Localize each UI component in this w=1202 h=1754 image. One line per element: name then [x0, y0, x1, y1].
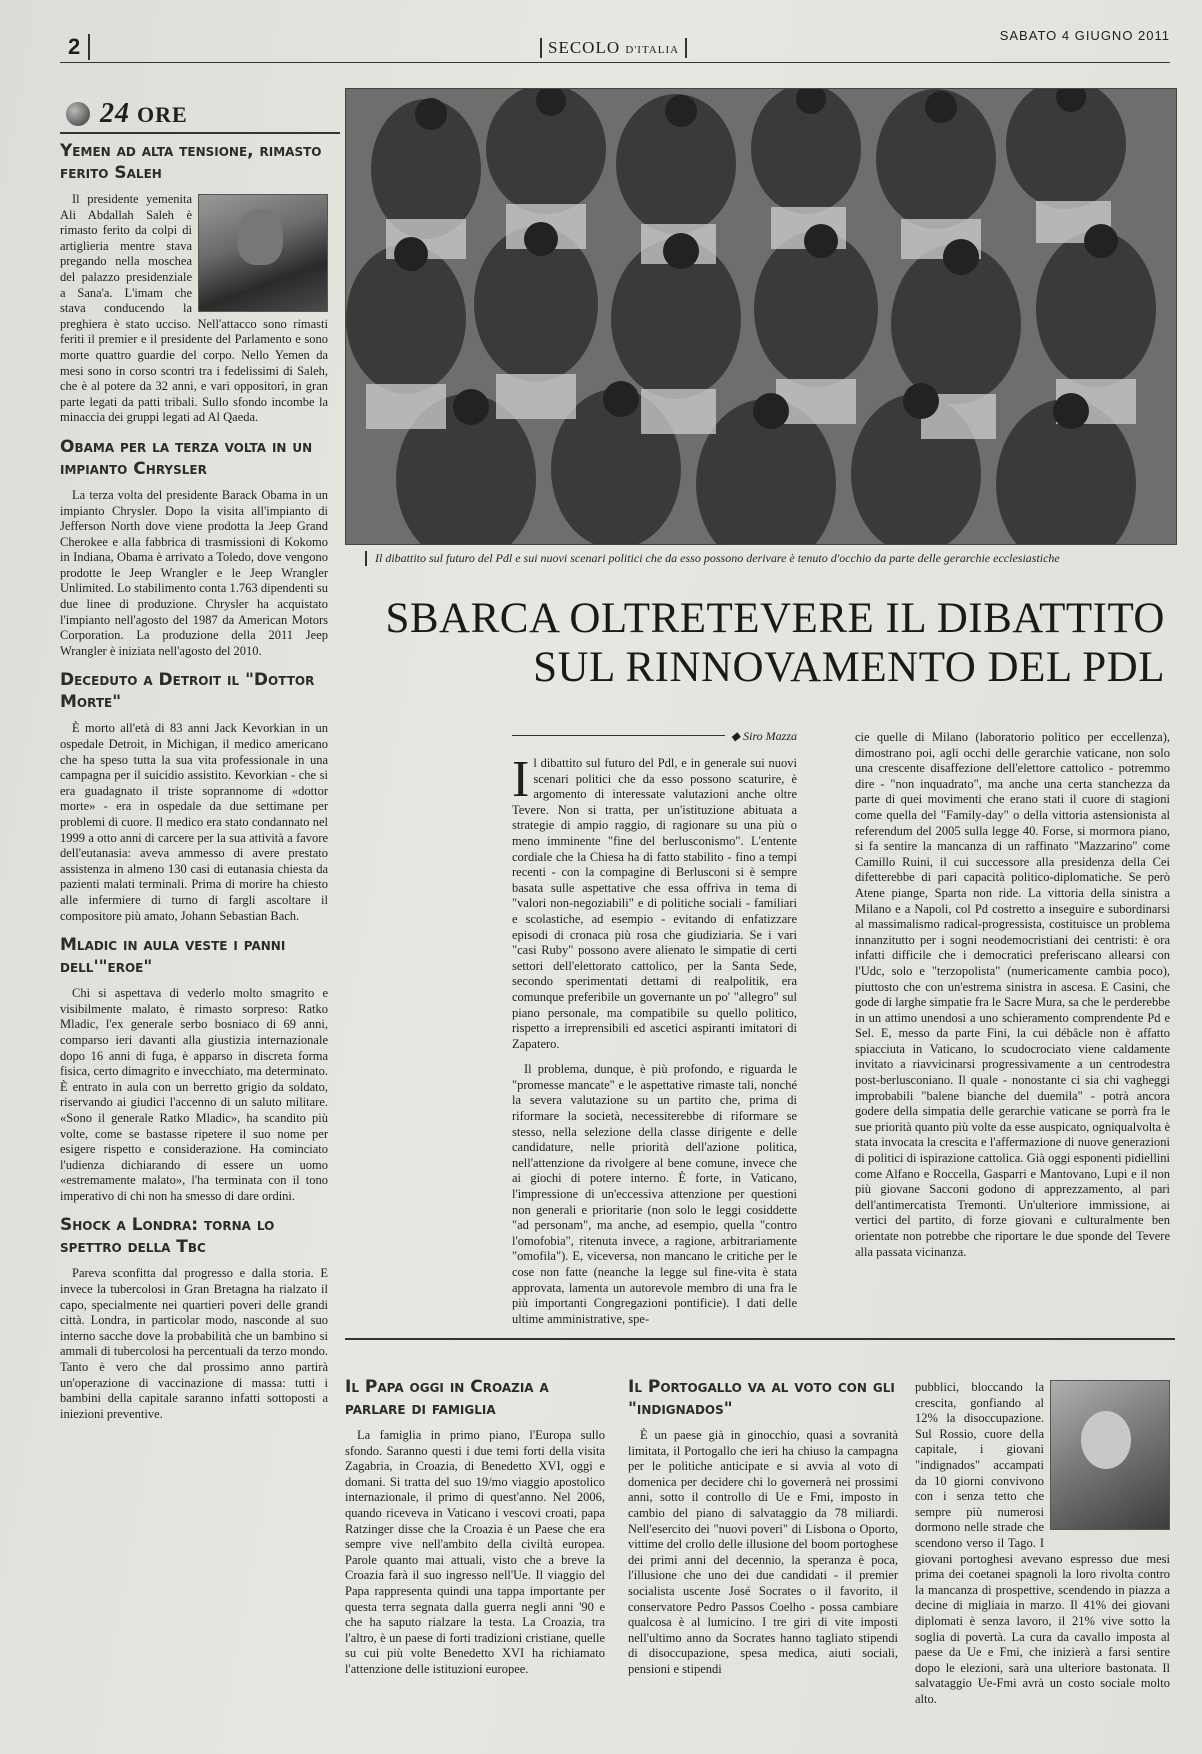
byline: [512, 729, 797, 743]
paper-title: SECOLO: [548, 38, 621, 57]
article-pope-croatia: [345, 1376, 605, 1688]
article-text: La terza volta del presidente Barack Obama in un impianto Chrysler. Dopo la visita all'impianto di Jefferson North dove viene prodotta la Jeep Grand Cherokee e alla fabbrica di trasmissioni di Kokomo in Indiana, Obama è arrivato a Toledo, dove vengono prodotte le Jeep Wrangler e le Jeep Wrangler Unlimited. Lo stabilimento conta 1.763 dipendenti su due linee di produzione. Chrysler ha acquistato l'impianto nell'agosto del 1987 da American Motors Corporation. La produzione della 2011 Jeep Wrangler è iniziata nell'agosto del 2010.: [60, 487, 328, 658]
author-name: ◆ Siro Mazza: [725, 729, 797, 743]
article-portugal-continued: [915, 1380, 1170, 1717]
article-headline: Deceduto a Detroit il "Dottor Morte": [60, 670, 315, 713]
article-text: [915, 1380, 1170, 1707]
article-text: La famiglia in primo piano, l'Europa sullo sfondo. Saranno questi i due temi forti della visita Zagabria, in Croazia, di Benedetto XVI, oggi e domani. Si tratta del suo 19/mo viaggio apostolico internazionale, il primo di quest'anno. Nel 2006, quando riceveva in Vaticano i vescovi croati, papa Ratzinger disse che la Croazia è un Paese che era sempre vive nell'ambito della civiltà europea. Parole quanto mai attuali, visto che a breve la Croazia farà il suo ingresso nell'Ue. Il viaggio del Papa rappresenta quindi una tappa importante per questa terra segnata dalla guerra negli anni '90 e che ha saputo rialzare la testa. La Croazia, tra l'altro, è un paese di forti tradizioni cristiane, quelle su cui più volte Benedetto XVI ha richiamato l'attenzione delle istituzioni europee.: [345, 1428, 605, 1676]
issue-date: SABATO 4 GIUGNO 2011: [999, 28, 1170, 43]
article-london-tbc: [60, 1214, 328, 1422]
lead-column-1: [512, 751, 797, 1337]
article-text: È un paese già in ginocchio, quasi a sovranità limitata, il Portogallo che ieri ha chiuso la campagna per le politiche anticipate e si avvia al voto di domenica per decidere chi lo governerà nei prossimi anni, sotto il controllo di Ue e Fmi, imposto in cambio del piano di salvataggio da 78 miliardi. Nell'esercito dei "nuovi poveri" di Lisbona o Oporto, vittime del crollo delle illusione del boom portoghese dei primi anni del decennio, la speranza è poca, l'illusione che uno dei due candidati - il premier socialista uscente José Socrates o il favorito, il conservatore Pedro Passos Coelho - possa cambiare qualcosa è al lumicino. I tre giri di vite imposti nell'ultimo anno da Socrates hanno tagliato stipendi di disoccupazione, spesa medica, aiuti sociali, pensioni e stipendi: [628, 1428, 898, 1676]
paper-name: [540, 38, 687, 58]
section-divider: [345, 1338, 1175, 1340]
section-logo-text: [100, 98, 188, 130]
article-obama: [60, 436, 328, 660]
article-text-part: Nello Yemen da mesi sono in corso scontri tra i fedelissimi di Saleh, che è al potere da 32 anni, e vari oppositori, in gran parte legati da patti tribali. Sullo sfondo incombe la minaccia dei gruppi legati ad Al Qaeda.: [60, 347, 329, 425]
article-mladic: [60, 934, 328, 1204]
lead-paragraph: Il problema, dunque, è più profondo, e riguarda le "promesse mancate" e le aspettative rimaste tali, nonché la severa valutazione su un partito che, prima di riformare la società, necessiterebbe di riformare se stesso, nella selezione della classe dirigente e delle candidature, nelle priorità dell'azione politica, nell'attenzione da rivolgere al bene comune, invece che ai giochi di potere interno. È forte, in Vaticano, l'impressione di un'eccessiva attenzione per questioni non generali e prioritarie (non solo le leggi cosiddette "ad personam", ma anche, ad esempio, quella "contro l'omofobia", ritenuta invece, a ragione, arbitrariamente "omofila"). E, viceversa, non mancano le critiche per le cose non fatte (neanche la legge sul fine-vita è stata approvata, lamenta un autorevole membro di una fra le più importanti Congregazioni pontificie). I dati delle ultime amministrative, spe-: [512, 1062, 797, 1326]
masthead: [60, 28, 1170, 63]
article-headline: Yemen ad alta tensione, rimasto ferito Saleh: [60, 141, 322, 183]
lead-headline-line: SUL RINNOVAMENTO DEL PDL: [533, 644, 1165, 691]
lead-paragraph: cie quelle di Milano (laboratorio politico per eccellenza), dimostrano poi, agli occhi delle gerarchie vaticane, non solo una crescente disaffezione dell'elettore cattolico - potremmo dire - "non inquadrato", ma anche una certa stanchezza da parte di quei movimenti che erano stati il cuore di stagioni come quella del "Family-day" o della vittoria astensionista al referendum del 2005 sulla legge 40. Forse, si mormora piano, si fa sentire la mancanza di un raffinato "Mazzarino" come Camillo Ruini, il cui successore alla presidenza della Cei difetterebbe di pari capacità politico-diplomatiche. Se però Atene piange, Sparta non ride. La vittoria della sinistra a Milano e a Napoli, col Pd costretto a inseguire e subordinarsi al massimalismo radical-progressista, costituisce un problema innanzitutto per i sogni neodemocristiani dei centristi: è ora infatti difficile che i democratici preferiscano allearsi con l'Udc, solo e "terzopolista" (numericamente cambia poco), piuttosto che con un'estrema sinistra in ascesa. E Casini, che gode di larghe simpatie fra le Sacre Mura, sa che le perderebbe in un attimo unendosi a uno schieramento comprendente Pd e Sel. E, messo da parte Fini, la cui débâcle non è affatto spiacciuta in Vaticano, lo scudocrociato viene caldamente invitato a riavvicinarsi progressivamente a un centrodestra post-berlusconiano. Il quale - nonostante ci sia chi vagheggi improbabili "balene bianche del duemila" - potrà ancora godere della simpatia delle gerarchie vaticane se porrà fra le sue priorità quanto più volte da esse auspicato, ogniqualvolta è stata invocata la crescita e l'affermazione di nuove generazioni di politici di ispirazione cattolica. Già oggi esponenti pidiellini come Alfano e Roccella, Gasparri e Mantovano, Lupi e il non più giovane Sacconi godono di apprezzamento, al pari dell'antimercatista Tremonti. Un'ulteriore immissione, ai vertici del partito, di forze giovani e culturalmente ben orientate non potrebbe che riportare le due sponde del Tevere alla passata vicinanza.: [855, 730, 1170, 1259]
drop-cap: I: [512, 751, 530, 808]
lead-paragraph-text: l dibattito sul futuro del Pdl, e in generale sui nuovi scenari politici che da esso possono scaturire, è argomento di interessate valutazioni anche oltre Tevere. Non si tratta, per un'istituzione abituata a strategie di ampio raggio, di ragionare su una più o meno imminente "fine del berlusconismo". L'entente cordiale che la Chiesa ha di fatto stabilito - fino a tempi recenti - con la compagine di Berlusconi si è sempre basata sulle aspettative che essa offriva in tema di "valori non-negoziabili" e di politiche sociali - familiari e scolastiche, ad esempio - evitando di enfatizzare episodi di cronaca più rosa che giudiziaria. Se i vari "casi Ruby" possono avere alienato le simpatie di certi settori dell'elettorato cattolico, per la Santa Sede, secondo sperimentati dettami di realpolitik, era comunque preferibile un governante un po' "allegro" sul piano personale, ma compatibile su quello politico, rispetto a irreprensibili ed ascetici aspiranti imitatori di Zapatero.: [512, 756, 797, 1051]
article-headline: Mladic in aula veste i panni dell'"eroe": [60, 935, 286, 978]
article-text: [60, 192, 328, 426]
cardinals-photo-illustration: [346, 89, 1176, 544]
paper-suffix: D'ITALIA: [625, 44, 680, 56]
section-logo-word: ORE: [137, 102, 188, 127]
article-text: È morto all'età di 83 anni Jack Kevorkian in un ospedale Detroit, in Michigan, il medico americano che ha speso tutta la sua vita professionale in una campagna per il suicidio assistito. Kevorkian - che si era guadagnato il triste soprannome di «dottor morte» - era in ospedale da due settimane per problemi di cuore. Il medico era stato condannato nel 1999 a otto anni di carcere per la sua attività a favore dell'eutanasia: aveva ammesso di avere prestato assistenza in almeno 130 casi di eutanasia chiesta da pazienti malati terminali. Prima di morire ha chiesto alle infermiere di turno di fargli ascoltare il compositore più amato, Johann Sebastian Bach.: [60, 721, 328, 923]
lead-headline-line: SBARCA OLTRETEVERE IL DIBATTITO: [385, 595, 1165, 642]
article-headline: Il Papa oggi in Croazia a parlare di famiglia: [345, 1377, 549, 1419]
article-headline: Il Portogallo va al voto con gli "indignados": [628, 1377, 895, 1419]
article-text: Pareva sconfitta dal progresso e dalla storia. E invece la tubercolosi in Gran Bretagna ha rialzato il capo, specialmente nei quartieri poveri delle grandi città. Londra, in particolar modo, nasconde al suo interno sacche dove la probabilità che un bambino si ammali di tubercolosi ha percentuali da terzo mondo. Tanto è vero che dal prossimo anno partirà un'operazione di vaccinazione di massa: tutti i bambini della capitale saranno infatti sottoposti a iniezioni preventive.: [60, 1266, 328, 1421]
article-headline: Obama per la terza volta in un impianto Chrysler: [60, 436, 313, 479]
article-text-part: Il presidente yemenita Ali Abdallah Saleh è rimasto ferito da colpi di artiglieria mentre stava pregando nella moschea del palazzo presidenziale a Sana'a. L'imam che stava conducendo la preghiera è stato ucciso. Nell'attacco sono rimasti feriti il premier e il presidente del Parlamento e sono morte quattro guardie del corpo.: [60, 192, 328, 362]
news-brief-column: [60, 140, 328, 1432]
article-text-part: pubblici, bloccando la crescita, gonfiando al 12% la disoccupazione. Sul Rossio, cuore della capitale, i giovani "indignados" accampati da 10 giorni convivono con i senza tetto che sempre più numerosi dormono nelle strade che scendono verso il Tago. I giovani portoghesi avevano espresso due mesi prima dei coetanei spagnoli la loro rivolta contro la mancanza di prospettive, scendendo in piazza a decine di migliaia in marzo. Il 41% dei giovani diplomati è senza lavoro, il 21% vive sotto la soglia di povertà. La cura da cavallo imposta al paese da Ue e Fmi, che inizierà a farsi sentire dopo le elezioni, sarà una ulteriore bastonata. Il salvataggio Ue-Fmi avrà un costo sociale molto alto.: [915, 1380, 1170, 1706]
article-kevorkian: [60, 669, 328, 924]
article-portugal-vote: [628, 1376, 898, 1688]
photo-caption: Il dibattito sul futuro del Pdl e sui nuovi scenari politici che da esso possono derivare è tenuto d'occhio da parte delle gerarchie ecclesiastiche: [365, 551, 1175, 566]
article-yemen: [60, 140, 328, 426]
page-number: 2: [60, 34, 90, 60]
article-headline: Shock a Londra: torna lo spettro della Tbc: [60, 1215, 275, 1258]
saleh-photo: [198, 194, 328, 312]
section-logo-number: 24: [100, 98, 130, 129]
section-logo: [60, 98, 340, 134]
lead-paragraph: [512, 751, 797, 1052]
indignados-photo: [1050, 1380, 1170, 1530]
cardinals-photo: [345, 88, 1177, 545]
lead-column-2: [855, 730, 1170, 1270]
article-text: Chi si aspettava di vederlo molto smagrito e visibilmente malato, è rimasto sorpreso: Ratko Mladic, l'ex generale serbo bosniaco di 69 anni, comparso ieri davanti alla giustizia internazionale dopo 16 anni di fuga, è apparso in discreta forma fisica, certo dimagrito e invecchiato, ma determinato. È entrato in aula con un berretto grigio da soldato, riservando ai giudici l'accenno di un saluto militare. «Sono il generale Ratko Mladic», ha scandito più volte, come se bastasse ripetere il suo nome per esigere rispetto e considerazione. Ha cominciato l'udienza dichiarando di essere un uomo «estremamente malato», l'ha terminata con il tono imperativo di chi non ha smesso di dare ordini.: [60, 986, 328, 1203]
globe-icon: [66, 102, 90, 126]
lead-headline: [365, 594, 1165, 692]
